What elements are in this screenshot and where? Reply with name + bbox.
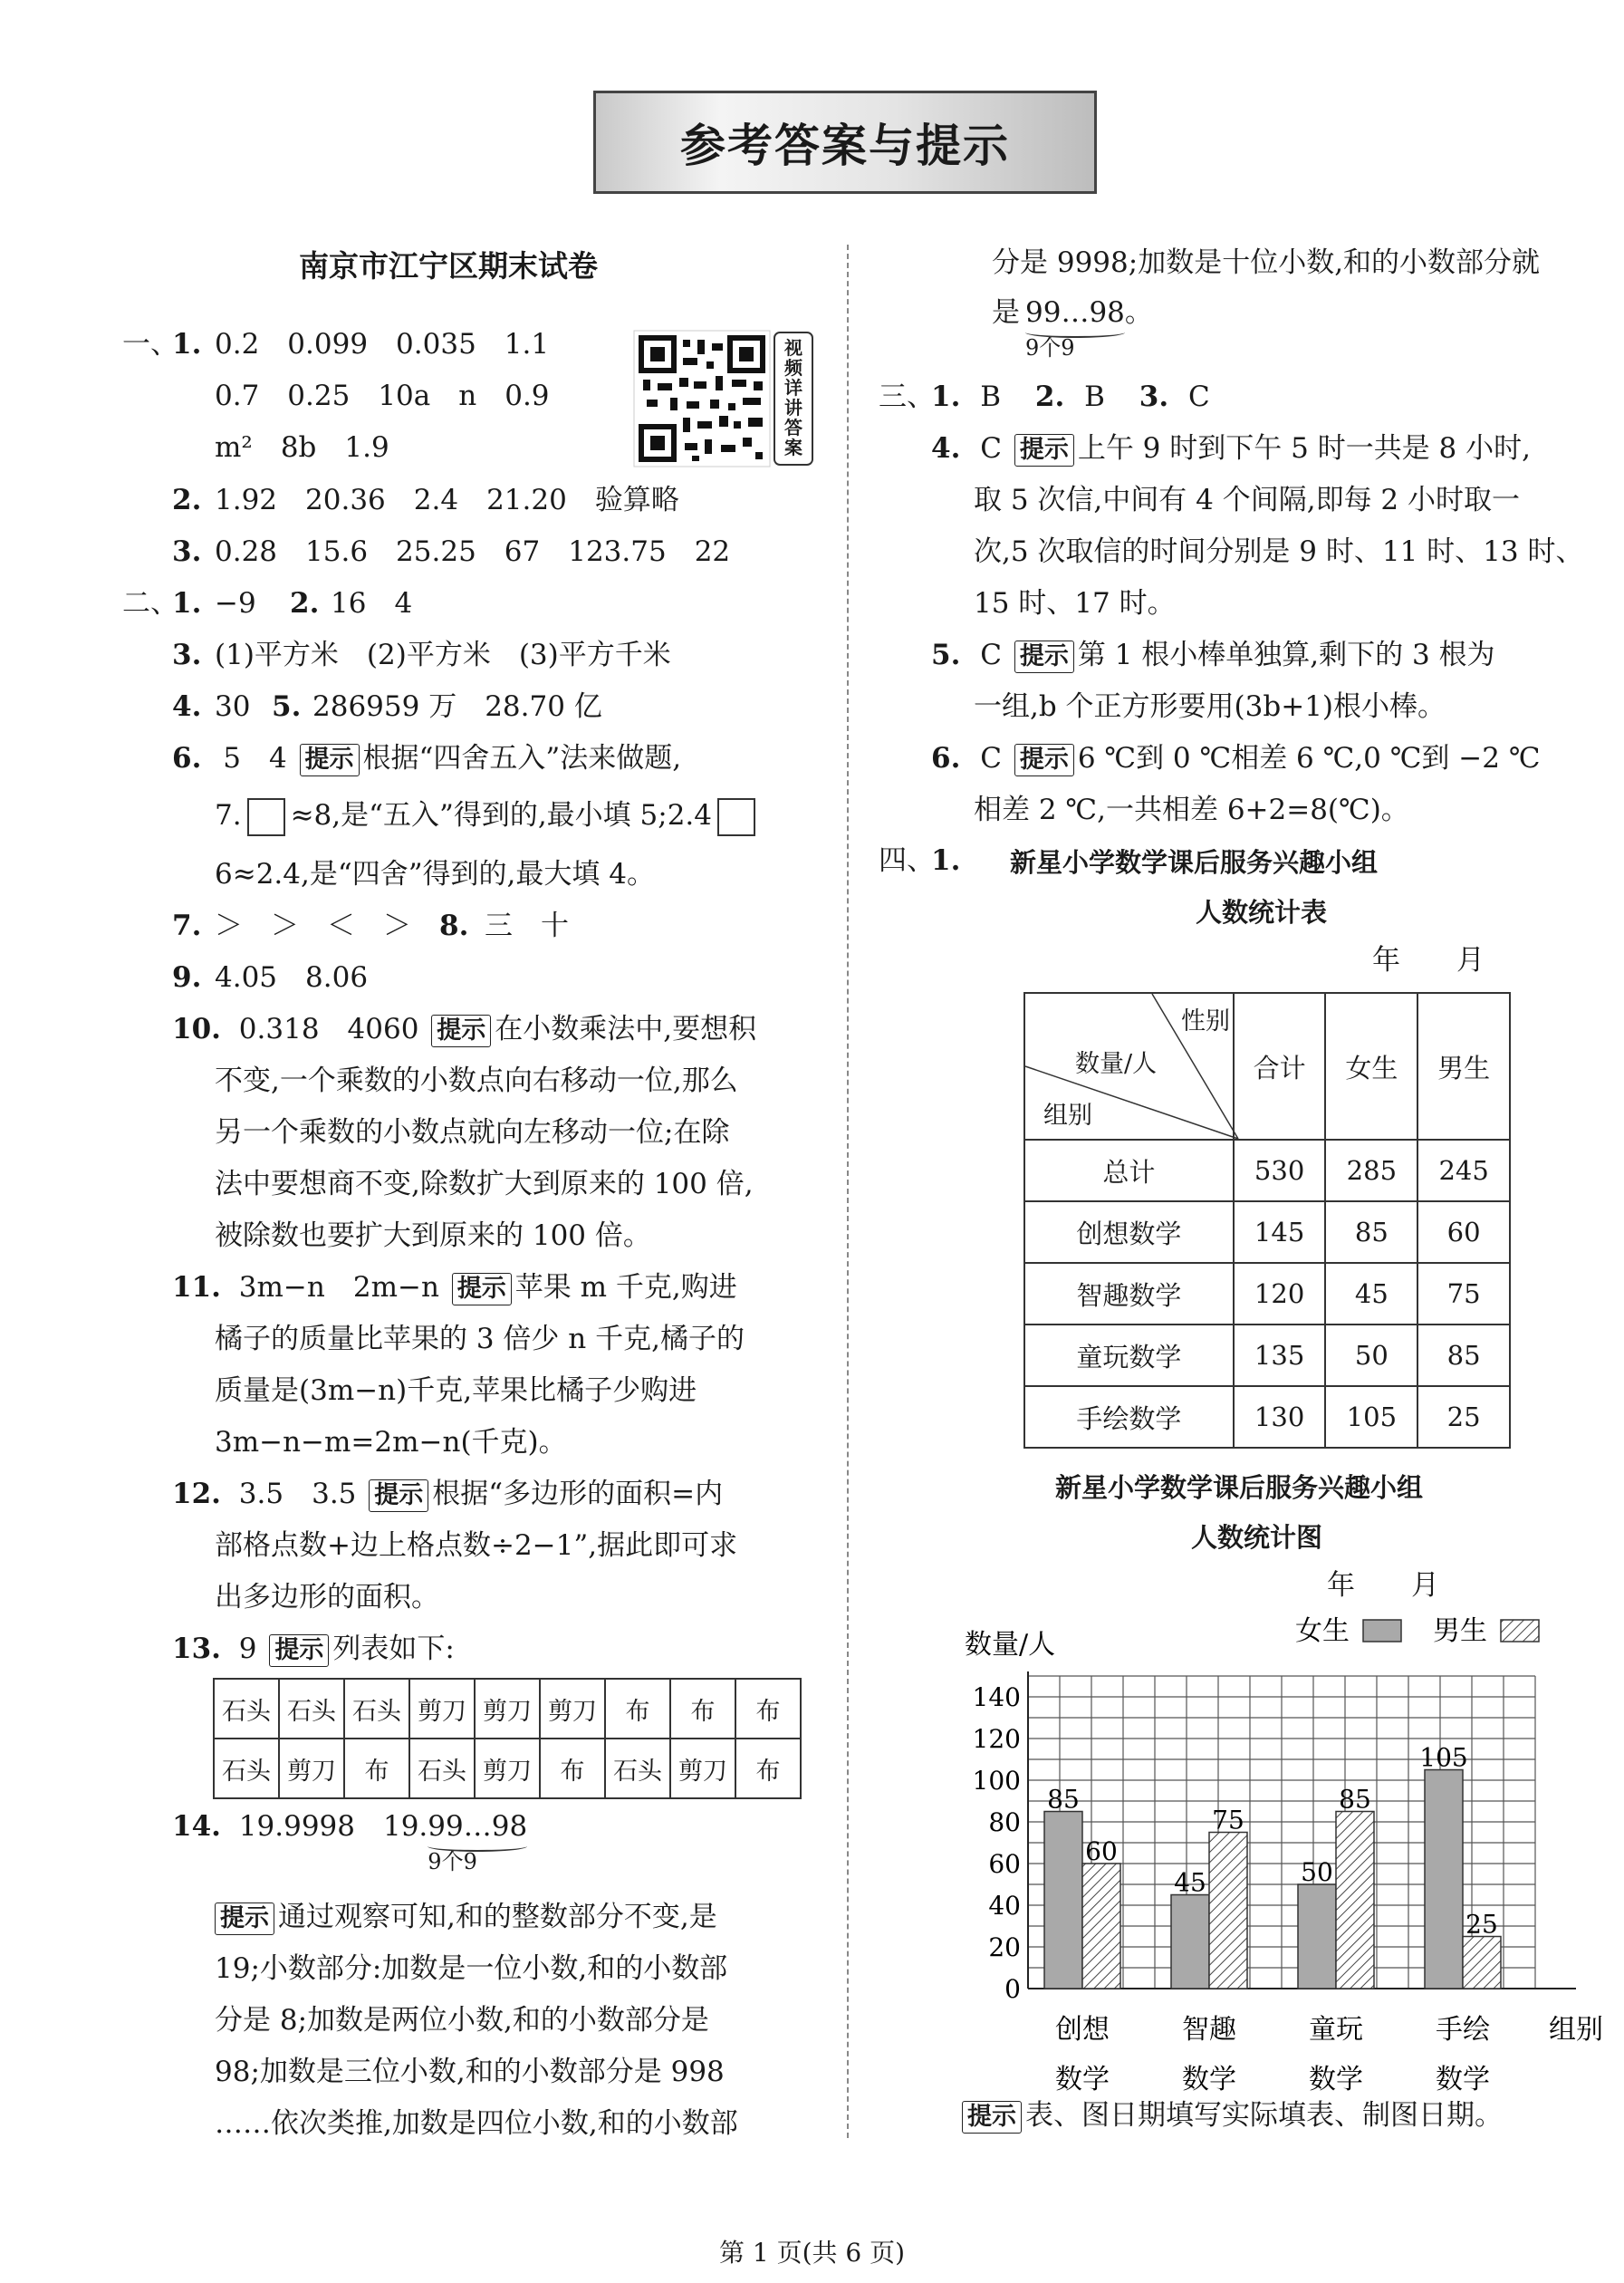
category-label: 数学: [1055, 2064, 1110, 2095]
bar: [1463, 1937, 1501, 1989]
s2-q2-answer: 16 4: [331, 587, 413, 620]
rps-table-wrap: [213, 1678, 802, 1799]
section-title: 南京市江宁区期末试卷: [299, 248, 598, 284]
bar: [1425, 1770, 1463, 1989]
hint-tag: 提示: [300, 744, 360, 776]
table-cell: 105: [1325, 1386, 1417, 1448]
y-tick-label: 20: [988, 1932, 1021, 1962]
s2-q11-line1: 苹果 m 千克,购进: [514, 1271, 737, 1304]
s2-q10-answer: 0.318 4060: [238, 1013, 419, 1045]
chart-hint-row: [962, 2097, 1503, 2134]
legend-swatch-girls: [1363, 1620, 1401, 1642]
s2-q4-answer: 30: [215, 690, 251, 723]
table-cell: 135: [1234, 1325, 1326, 1386]
y-tick-label: 80: [988, 1807, 1021, 1837]
section-one-label: 一、: [122, 328, 178, 361]
table-title-2: 人数统计表: [1196, 897, 1328, 928]
repeat-brace: [428, 1808, 528, 1874]
table-cell: 布: [735, 1739, 801, 1798]
hint-tag: 提示: [269, 1634, 329, 1667]
brace-count: 9个9: [428, 1849, 477, 1874]
table-cell: 25: [1417, 1386, 1510, 1448]
s2-q5-number: 5.: [272, 690, 302, 723]
category-label: 数学: [1309, 2064, 1363, 2095]
cont-line1: 分是 9998;加数是十位小数,和的小数部分就: [992, 246, 1541, 279]
s2-q2-number: 2.: [290, 587, 320, 620]
cont-line2-b: 。: [1124, 296, 1153, 329]
column-divider: [847, 245, 849, 2138]
s4-q1-number: 1.: [931, 844, 961, 877]
q2-number: 2.: [172, 484, 202, 516]
page-footer: 第 1 页(共 6 页): [718, 2238, 906, 2268]
bar-value-label: 45: [1174, 1867, 1206, 1898]
q1-line3: m² 8b 1.9: [215, 431, 389, 464]
col-head-total: 合计: [1234, 993, 1326, 1140]
s2-q12-number: 12.: [172, 1478, 221, 1510]
s3-q6-row1: [931, 740, 1541, 776]
s2-q14-line5: ……依次类推,加数是四位小数,和的小数部: [215, 2107, 738, 2140]
bar: [1082, 1864, 1120, 1989]
s3-q1-row: [931, 379, 1210, 415]
table-cell: 75: [1417, 1263, 1510, 1325]
s2-q6-hint-line1: 根据“四舍五入”法来做题,: [362, 742, 682, 775]
s3-q6-answer: C: [980, 742, 1002, 775]
y-tick-label: 100: [972, 1766, 1021, 1796]
s2-q9-answer: 4.05 8.06: [215, 961, 369, 994]
s2-q6-line3: 6≈2.4,是“四舍”得到的,最大填 4。: [215, 858, 655, 891]
y-axis-title: 数量/人: [965, 1629, 1056, 1661]
s2-q10-line5: 被除数也要扩大到原来的 100 倍。: [215, 1219, 651, 1252]
brace-count: 9个9: [1025, 335, 1075, 361]
bar: [1044, 1812, 1082, 1989]
table-title-1: 新星小学数学课后服务兴趣小组: [1010, 847, 1379, 878]
s2-q12-line2: 部格点数+边上格点数÷2−1”,据此即可求: [215, 1529, 738, 1562]
bar-value-label: 25: [1465, 1909, 1498, 1940]
y-tick-label: 140: [972, 1682, 1021, 1712]
s2-q14-line4: 98;加数是三位小数,和的小数部分是 998: [215, 2056, 725, 2088]
s3-q4-line1: 上午 9 时到下午 5 时一共是 8 小时,: [1077, 432, 1531, 465]
stat-table: [1023, 992, 1511, 1449]
table-cell: 85: [1417, 1325, 1510, 1386]
video-qr-code[interactable]: [634, 331, 815, 467]
s2-q12-row1: [172, 1476, 723, 1512]
bar-value-label: 60: [1085, 1836, 1118, 1866]
cont-line2-a: 是: [992, 296, 1020, 329]
table-cell: 剪刀: [475, 1679, 540, 1739]
s2-q14-number: 14.: [172, 1810, 221, 1843]
category-label: 数学: [1436, 2064, 1490, 2095]
table-cell: 50: [1325, 1325, 1417, 1386]
bar: [1336, 1812, 1374, 1989]
table-row: [1024, 1201, 1510, 1263]
s2-q14-line2: 19;小数部分:加数是一位小数,和的小数部: [215, 1952, 728, 1985]
hint-tag: 提示: [452, 1273, 512, 1305]
q1-number: 1.: [172, 328, 202, 361]
table-cell: 85: [1325, 1201, 1417, 1263]
y-tick-label: 60: [988, 1849, 1021, 1879]
bar: [1171, 1895, 1209, 1989]
table-row: [1024, 1140, 1510, 1201]
s2-q12-line3: 出多边形的面积。: [215, 1581, 439, 1614]
s3-q5-answer: C: [980, 639, 1002, 671]
hint-tag: 提示: [369, 1479, 428, 1512]
table-cell: 45: [1325, 1263, 1417, 1325]
brace-digits: 99…98: [1025, 296, 1125, 329]
s2-q10-row1: [172, 1011, 756, 1047]
page-title: 参考答案与提示: [680, 120, 1010, 172]
hint-tag: 提示: [1014, 641, 1074, 673]
table-cell: 120: [1234, 1263, 1326, 1325]
q3-answer: 0.28 15.6 25.25 67 123.75 22: [215, 535, 731, 568]
row-label: 手绘数学: [1024, 1386, 1234, 1448]
col-head-girls: 女生: [1325, 993, 1417, 1140]
y-tick-label: 40: [988, 1891, 1021, 1921]
s2-q10-line4: 法中要想商不变,除数扩大到原来的 100 倍,: [215, 1168, 754, 1200]
s3-q2-number: 2.: [1034, 380, 1065, 413]
s3-q4-line4: 15 时、17 时。: [974, 587, 1176, 620]
s3-q5-row1: [931, 637, 1495, 673]
s2-q11-line3: 质量是(3m−n)千克,苹果比橘子少购进: [215, 1374, 697, 1407]
table-date: 年 月: [1372, 944, 1485, 977]
s2-q12-answer: 3.5 3.5: [238, 1478, 357, 1510]
s2-q14-line1: 通过观察可知,和的整数部分不变,是: [278, 1901, 717, 1933]
s2-q1-number: 1.: [172, 587, 202, 620]
row-label: 创想数学: [1024, 1201, 1234, 1263]
s2-q6-row2: [215, 797, 761, 836]
diag-mid-label: 数量/人: [1075, 1050, 1158, 1078]
s2-q4-number: 4.: [172, 690, 202, 723]
s2-q7-answer: ＞ ＞ ＜ ＞: [215, 910, 411, 942]
s2-q7-number: 7.: [172, 910, 202, 942]
table-cell: 石头: [279, 1679, 344, 1739]
section-two-label: 二、: [122, 587, 178, 620]
s2-q5-answer: 286959 万 28.70 亿: [312, 690, 602, 723]
repeat-brace: [1025, 294, 1125, 361]
s2-q11-answer: 3m−n 2m−n: [238, 1271, 439, 1304]
table-cell: 布: [344, 1739, 409, 1798]
stat-table-wrap: [1023, 992, 1511, 1449]
diag-top-label: 性别: [1181, 1007, 1230, 1036]
s3-q5-line2: 一组,b 个正方形要用(3b+1)根小棒。: [974, 690, 1446, 723]
s2-q13-line1: 列表如下:: [332, 1633, 455, 1665]
legend-swatch-boys: [1501, 1620, 1539, 1642]
table-cell: 布: [540, 1739, 605, 1798]
table-cell: 布: [670, 1679, 735, 1739]
s3-q6-line2: 相差 2 ℃,一共相差 6+2=8(℃)。: [974, 794, 1409, 826]
category-label: 手绘: [1436, 2014, 1490, 2046]
table-cell: 245: [1417, 1140, 1510, 1201]
table-cell: 285: [1325, 1140, 1417, 1201]
s2-q11-line2: 橘子的质量比苹果的 3 倍少 n 千克,橘子的: [215, 1323, 745, 1355]
chart-date: 年 月: [1327, 1569, 1439, 1602]
s2-q6-row1: [172, 740, 681, 776]
legend-label-girls: 女生: [1295, 1615, 1350, 1647]
table-cell: 剪刀: [409, 1679, 475, 1739]
s2-q14-hint-row: [215, 1899, 717, 1935]
s3-q5-line1: 第 1 根小棒单独算,剩下的 3 根为: [1077, 639, 1495, 671]
s3-q1-answer: B: [980, 380, 1002, 413]
bar: [1209, 1833, 1247, 1989]
table-cell: 布: [735, 1679, 801, 1739]
diag-bottom-label: 组别: [1043, 1102, 1092, 1130]
s2-q14-line3: 分是 8;加数是两位小数,和的小数部分是: [215, 2004, 709, 2037]
bar-value-label: 50: [1301, 1857, 1333, 1887]
s2-q13-number: 13.: [172, 1633, 221, 1665]
s2-q6-number: 6.: [172, 742, 202, 775]
q3-number: 3.: [172, 535, 202, 568]
s2-q10-number: 10.: [172, 1013, 221, 1045]
category-label: 创想: [1055, 2014, 1110, 2046]
s2-q6-answer: 5 4: [223, 742, 287, 775]
hint-tag: 提示: [1014, 434, 1074, 467]
col-head-boys: 男生: [1417, 993, 1510, 1140]
table-cell: 剪刀: [670, 1739, 735, 1798]
brace-digits: 99…98: [428, 1810, 528, 1843]
row-label: 智趣数学: [1024, 1263, 1234, 1325]
row-label: 总计: [1024, 1140, 1234, 1201]
bar-value-label: 85: [1339, 1784, 1371, 1815]
table-row: [214, 1679, 801, 1739]
y-tick-label: 120: [972, 1724, 1021, 1754]
category-label: 童玩: [1309, 2014, 1363, 2046]
s2-q13-answer: 9: [238, 1633, 257, 1665]
hint-tag: 提示: [962, 2101, 1022, 2134]
s2-q3-answer: (1)平方米 (2)平方米 (3)平方千米: [215, 639, 671, 671]
section-four-label: 四、: [879, 844, 935, 877]
s2-q6-line2b: ≈8,是“五入”得到的,最小填 5;2.4: [290, 799, 713, 832]
table-cell: 石头: [344, 1679, 409, 1739]
s2-q10-line3: 另一个乘数的小数点就向左移动一位;在除: [215, 1116, 730, 1149]
s3-q4-row1: [931, 430, 1531, 467]
s3-q3-answer: C: [1187, 380, 1210, 413]
legend-label-boys: 男生: [1433, 1615, 1487, 1647]
s2-q3-number: 3.: [172, 639, 202, 671]
q1-line1: 0.2 0.099 0.035 1.1: [215, 328, 550, 361]
blank-box: [717, 798, 755, 836]
table-cell: 剪刀: [279, 1739, 344, 1798]
s2-q12-line1: 根据“多边形的面积=内: [432, 1478, 724, 1510]
category-label: 数学: [1182, 2064, 1236, 2095]
s2-q1-answer: −9: [215, 587, 256, 620]
s2-q10-line2: 不变,一个乘数的小数点向右移动一位,那么: [215, 1064, 738, 1097]
table-cell: 530: [1234, 1140, 1326, 1201]
table-cell: 布: [605, 1679, 670, 1739]
bar-value-label: 85: [1047, 1784, 1080, 1815]
row-label: 童玩数学: [1024, 1325, 1234, 1386]
table-cell: 剪刀: [540, 1679, 605, 1739]
x-axis-title: 组别: [1549, 2014, 1603, 2046]
s2-q6-line2a: 7.: [215, 799, 242, 832]
table-row: [1024, 1386, 1510, 1448]
cont-line2: [992, 294, 1153, 361]
table-cell: 剪刀: [475, 1739, 540, 1798]
s3-q6-line1: 6 ℃到 0 ℃相差 6 ℃,0 ℃到 −2 ℃: [1077, 742, 1541, 775]
s3-q3-number: 3.: [1139, 380, 1169, 413]
table-cell: 145: [1234, 1201, 1326, 1263]
s2-q11-number: 11.: [172, 1271, 221, 1304]
blank-box: [247, 798, 285, 836]
table-cell: 石头: [605, 1739, 670, 1798]
y-tick-label: 0: [1004, 1974, 1021, 2004]
table-row: [1024, 1263, 1510, 1325]
table-cell: 石头: [214, 1739, 279, 1798]
s2-q11-line4: 3m−n−m=2m−n(千克)。: [215, 1426, 567, 1459]
section-three-label: 三、: [879, 380, 935, 413]
hint-tag: 提示: [431, 1015, 491, 1047]
s3-q6-number: 6.: [931, 742, 961, 775]
bar-chart: [951, 1608, 1603, 2095]
s3-q1-number: 1.: [931, 380, 961, 413]
qr-label: 视频详讲答案: [784, 337, 802, 458]
s2-q8-number: 8.: [439, 910, 469, 942]
hint-tag: 提示: [215, 1902, 274, 1935]
diagonal-header-cell: [1024, 993, 1234, 1140]
s3-q4-number: 4.: [931, 432, 961, 465]
chart-title-1: 新星小学数学课后服务兴趣小组: [1055, 1472, 1424, 1503]
table-cell: 石头: [214, 1679, 279, 1739]
hint-tag: 提示: [1014, 744, 1074, 776]
rps-table: [213, 1678, 802, 1799]
s2-q13-row1: [172, 1631, 455, 1667]
table-row: [214, 1739, 801, 1798]
bar-value-label: 105: [1419, 1742, 1468, 1773]
q2-answer: 1.92 20.36 2.4 21.20 验算略: [215, 484, 679, 516]
chart-hint-text: 表、图日期填写实际填表、制图日期。: [1025, 2099, 1503, 2132]
q1-line2: 0.7 0.25 10a n 0.9: [215, 380, 550, 412]
answer-title-banner: [593, 91, 1097, 194]
bar: [1298, 1884, 1336, 1989]
table-cell: 130: [1234, 1386, 1326, 1448]
table-row: [1024, 1325, 1510, 1386]
s2-q14-answer: 19.9998 19.: [238, 1810, 428, 1843]
s3-q4-answer: C: [980, 432, 1002, 465]
table-cell: 60: [1417, 1201, 1510, 1263]
bar-value-label: 75: [1212, 1805, 1244, 1835]
s2-q8-answer: 三 十: [485, 910, 569, 942]
s2-q10-line1: 在小数乘法中,要想积: [495, 1013, 757, 1045]
s2-q11-row1: [172, 1269, 737, 1305]
category-label: 智趣: [1182, 2014, 1236, 2046]
chart-title-2: 人数统计图: [1191, 1522, 1323, 1553]
s3-q2-answer: B: [1084, 380, 1105, 413]
table-cell: 石头: [409, 1739, 475, 1798]
s3-q5-number: 5.: [931, 639, 961, 671]
s2-q14-row1: [172, 1808, 528, 1874]
s3-q4-line2: 取 5 次信,中间有 4 个间隔,即每 2 小时取一: [974, 484, 1520, 516]
s2-q9-number: 9.: [172, 961, 202, 994]
s3-q4-line3: 次,5 次取信的时间分别是 9 时、11 时、13 时、: [974, 535, 1584, 568]
